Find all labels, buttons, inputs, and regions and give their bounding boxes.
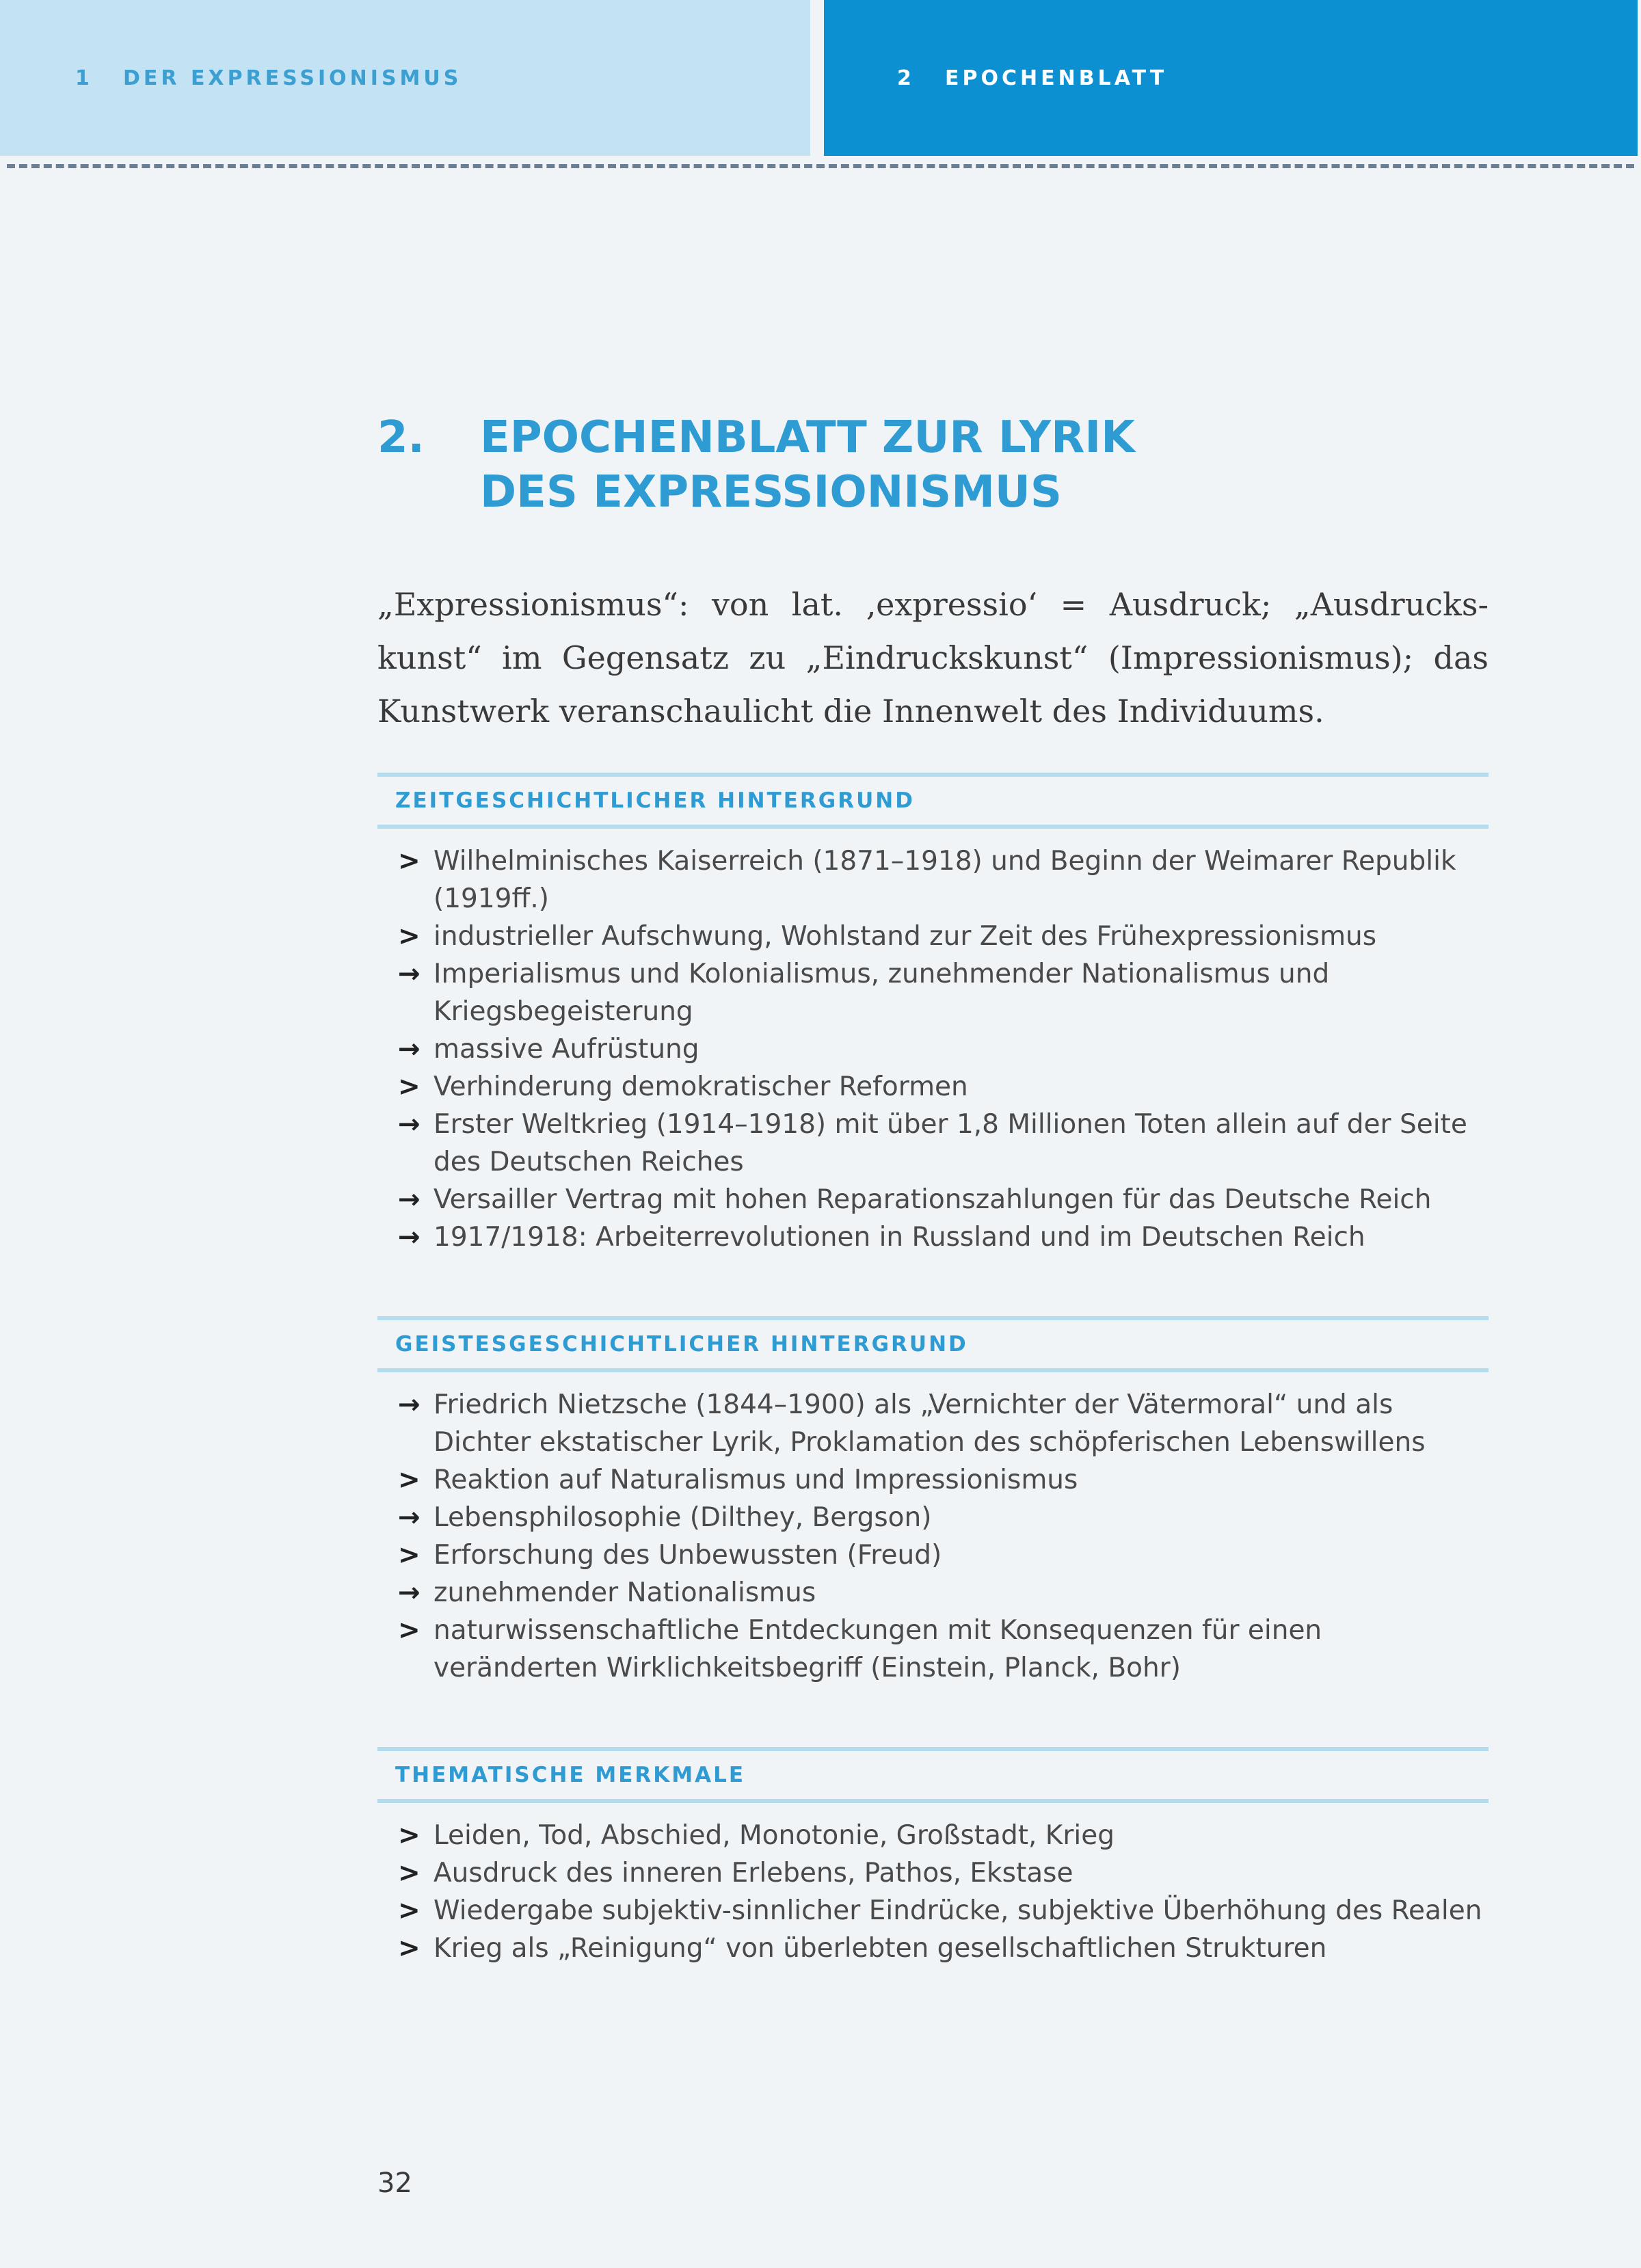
arrow-right-icon: → (398, 1222, 421, 1253)
list-item: > Erforschung des Unbewussten (Freud) (398, 1536, 1489, 1574)
chevron-right-icon: > (398, 1933, 421, 1964)
chevron-right-icon: > (398, 1540, 421, 1571)
list-item: > industrieller Aufschwung, Wohlstand zur Zeit des Frühexpressionismus (398, 918, 1489, 955)
list-item: → Friedrich Nietzsche (1844–1900) als „Vernichter der Vätermoral“ und als Dichter ekstatischer Lyrik, Proklamation des schöpferischen Lebenswillens (398, 1386, 1489, 1461)
tab-1-label: DER EXPRESSIONISMUS (123, 66, 462, 90)
section-heading: ZEITGESCHICHTLICHER HINTERGRUND (377, 773, 1489, 829)
list-item: → Versailler Vertrag mit hohen Reparationszahlungen für das Deutsche Reich (398, 1181, 1489, 1218)
page-title (377, 410, 1135, 520)
tab-1-number: 1 (75, 66, 93, 90)
list-item: > Krieg als „Reinigung“ von überlebten gesellschaftlichen Strukturen (398, 1930, 1489, 1967)
tab-chapter-2[interactable] (824, 0, 1638, 156)
chevron-right-icon: > (398, 1820, 421, 1851)
list-item: → Lebensphilosophie (Dilthey, Bergson) (398, 1499, 1489, 1536)
arrow-right-icon: → (398, 1184, 421, 1215)
page-number: 32 (377, 2167, 412, 2199)
chevron-right-icon: > (398, 1858, 421, 1889)
intro-paragraph: „Expressionismus“: von lat. ‚expressio‘ = Ausdruck; „Ausdrucks-kunst“ im Gegensatz zu „Eindruckskunst“ (Impressionismus); das Kunstwerk veranschaulicht die Innenwelt des Individuums. (377, 586, 1489, 730)
chevron-right-icon: > (398, 1465, 421, 1495)
chevron-right-icon: > (398, 1615, 421, 1646)
title-line-1: EPOCHENBLATT ZUR LYRIK (480, 412, 1135, 463)
tab-2-number: 2 (897, 66, 915, 90)
title-text (480, 410, 1135, 520)
tab-2-label: EPOCHENBLATT (945, 66, 1168, 90)
title-line-2: DES EXPRESSIONISMUS (480, 467, 1062, 518)
section-heading: THEMATISCHE MERKMALE (377, 1747, 1489, 1803)
list-item: → zunehmender Nationalismus (398, 1574, 1489, 1612)
arrow-right-icon: → (398, 1389, 421, 1420)
arrow-right-icon: → (398, 1502, 421, 1533)
tab-chapter-1[interactable] (0, 0, 810, 156)
dashed-divider (7, 164, 1634, 168)
list-item: > naturwissenschaftliche Entdeckungen mit Konsequenzen für einen veränderten Wirklichkeitsbegriff (Einstein, Planck, Bohr) (398, 1612, 1489, 1687)
arrow-right-icon: → (398, 1109, 421, 1140)
section-geistesgeschichte (377, 1316, 1489, 1687)
item-list (377, 1817, 1489, 1967)
chevron-right-icon: > (398, 846, 421, 877)
list-item: → 1917/1918: Arbeiterrevolutionen in Russland und im Deutschen Reich (398, 1218, 1489, 1256)
arrow-right-icon: → (398, 959, 421, 989)
section-heading: GEISTESGESCHICHTLICHER HINTERGRUND (377, 1316, 1489, 1372)
list-item: → Erster Weltkrieg (1914–1918) mit über 1,8 Millionen Toten allein auf der Seite des Deutschen Reiches (398, 1106, 1489, 1181)
arrow-right-icon: → (398, 1034, 421, 1065)
title-number: 2. (377, 412, 425, 463)
list-item: > Leiden, Tod, Abschied, Monotonie, Großstadt, Krieg (398, 1817, 1489, 1854)
section-zeitgeschichte (377, 773, 1489, 1256)
chevron-right-icon: > (398, 1071, 421, 1102)
arrow-right-icon: → (398, 1577, 421, 1608)
item-list (377, 842, 1489, 1256)
chevron-right-icon: > (398, 1895, 421, 1926)
list-item: → Imperialismus und Kolonialismus, zunehmender Nationalismus und Kriegsbegeisterung (398, 955, 1489, 1030)
list-item: > Verhinderung demokratischer Reformen (398, 1068, 1489, 1106)
list-item: > Wiedergabe subjektiv-sinnlicher Eindrücke, subjektive Überhöhung des Realen (398, 1892, 1489, 1930)
chevron-right-icon: > (398, 921, 421, 952)
list-item: > Ausdruck des inneren Erlebens, Pathos, Ekstase (398, 1854, 1489, 1892)
list-item: > Reaktion auf Naturalismus und Impressionismus (398, 1461, 1489, 1499)
section-thematische-merkmale (377, 1747, 1489, 1967)
list-item: → massive Aufrüstung (398, 1030, 1489, 1068)
list-item: > Wilhelminisches Kaiserreich (1871–1918) und Beginn der Weimarer Republik (1919ff.) (398, 842, 1489, 918)
item-list (377, 1386, 1489, 1687)
page-header (0, 0, 1641, 156)
